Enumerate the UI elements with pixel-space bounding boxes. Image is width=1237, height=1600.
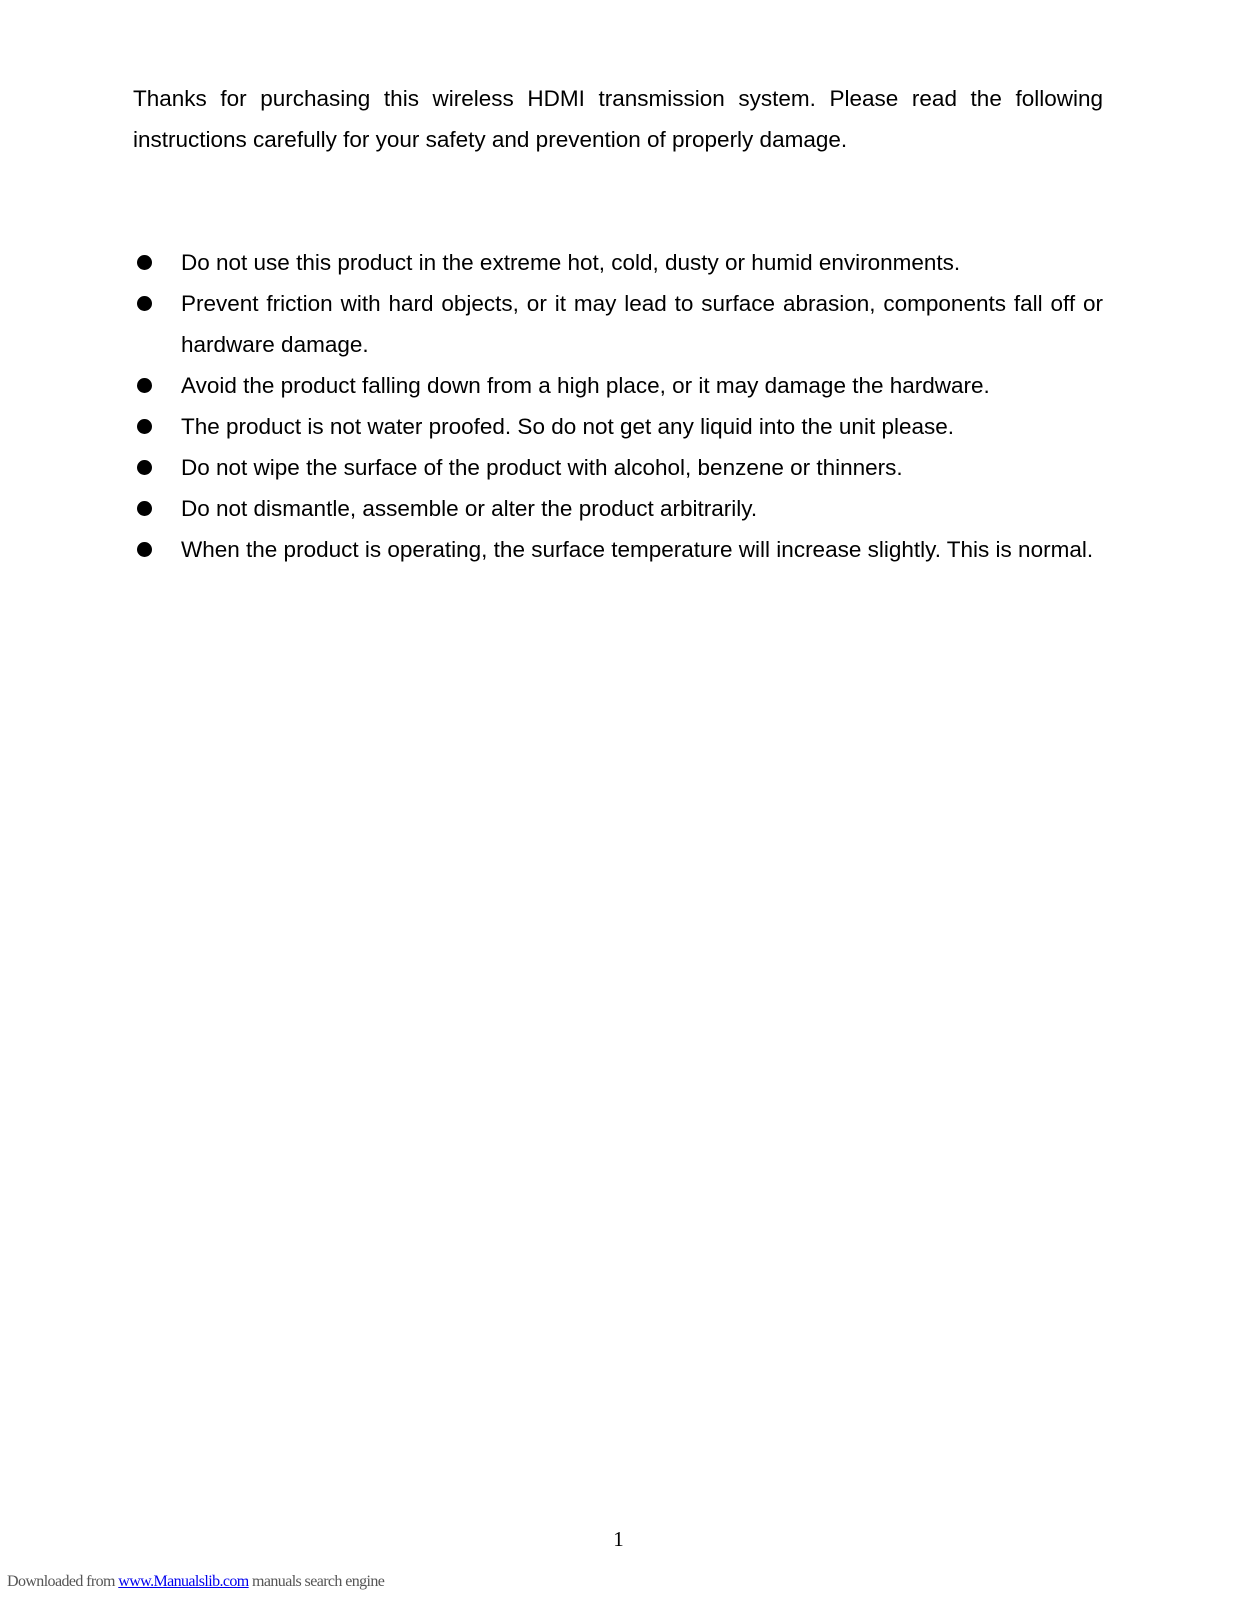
bullet-icon	[137, 460, 152, 475]
precautions-list	[133, 242, 1103, 570]
bullet-icon	[137, 378, 152, 393]
list-item	[133, 283, 1103, 365]
list-item-text: When the product is operating, the surface temperature will increase slightly. This is normal.	[181, 537, 1094, 562]
intro-paragraph: Thanks for purchasing this wireless HDMI transmission system. Please read the following instructions carefully for your safety and prevention of properly damage.	[133, 86, 1103, 152]
list-item	[133, 447, 1103, 488]
list-item	[133, 529, 1103, 570]
footer-prefix: Downloaded from	[7, 1573, 119, 1590]
list-item-text: Avoid the product falling down from a high place, or it may damage the hardware.	[181, 373, 990, 398]
list-item-text: Prevent friction with hard objects, or it may lead to surface abrasion, components fall off or hardware damage.	[181, 291, 1103, 357]
list-item	[133, 488, 1103, 529]
footer-suffix: manuals search engine	[248, 1573, 385, 1590]
download-footer	[7, 1573, 384, 1591]
manualslib-link[interactable]: www.Manualslib.com	[118, 1573, 249, 1590]
bullet-icon	[137, 296, 152, 311]
list-item-text: The product is not water proofed. So do not get any liquid into the unit please.	[181, 414, 954, 439]
bullet-icon	[137, 501, 152, 516]
bullet-icon	[137, 419, 152, 434]
list-item-text: Do not wipe the surface of the product with alcohol, benzene or thinners.	[181, 455, 903, 480]
bullet-icon	[137, 255, 152, 270]
bullet-icon	[137, 542, 152, 557]
list-item	[133, 406, 1103, 447]
page-number: 1	[613, 1527, 624, 1551]
list-item-text: Do not dismantle, assemble or alter the product arbitrarily.	[181, 496, 758, 521]
list-item-text: Do not use this product in the extreme hot, cold, dusty or humid environments.	[181, 250, 961, 275]
list-item	[133, 365, 1103, 406]
list-item	[133, 242, 1103, 283]
